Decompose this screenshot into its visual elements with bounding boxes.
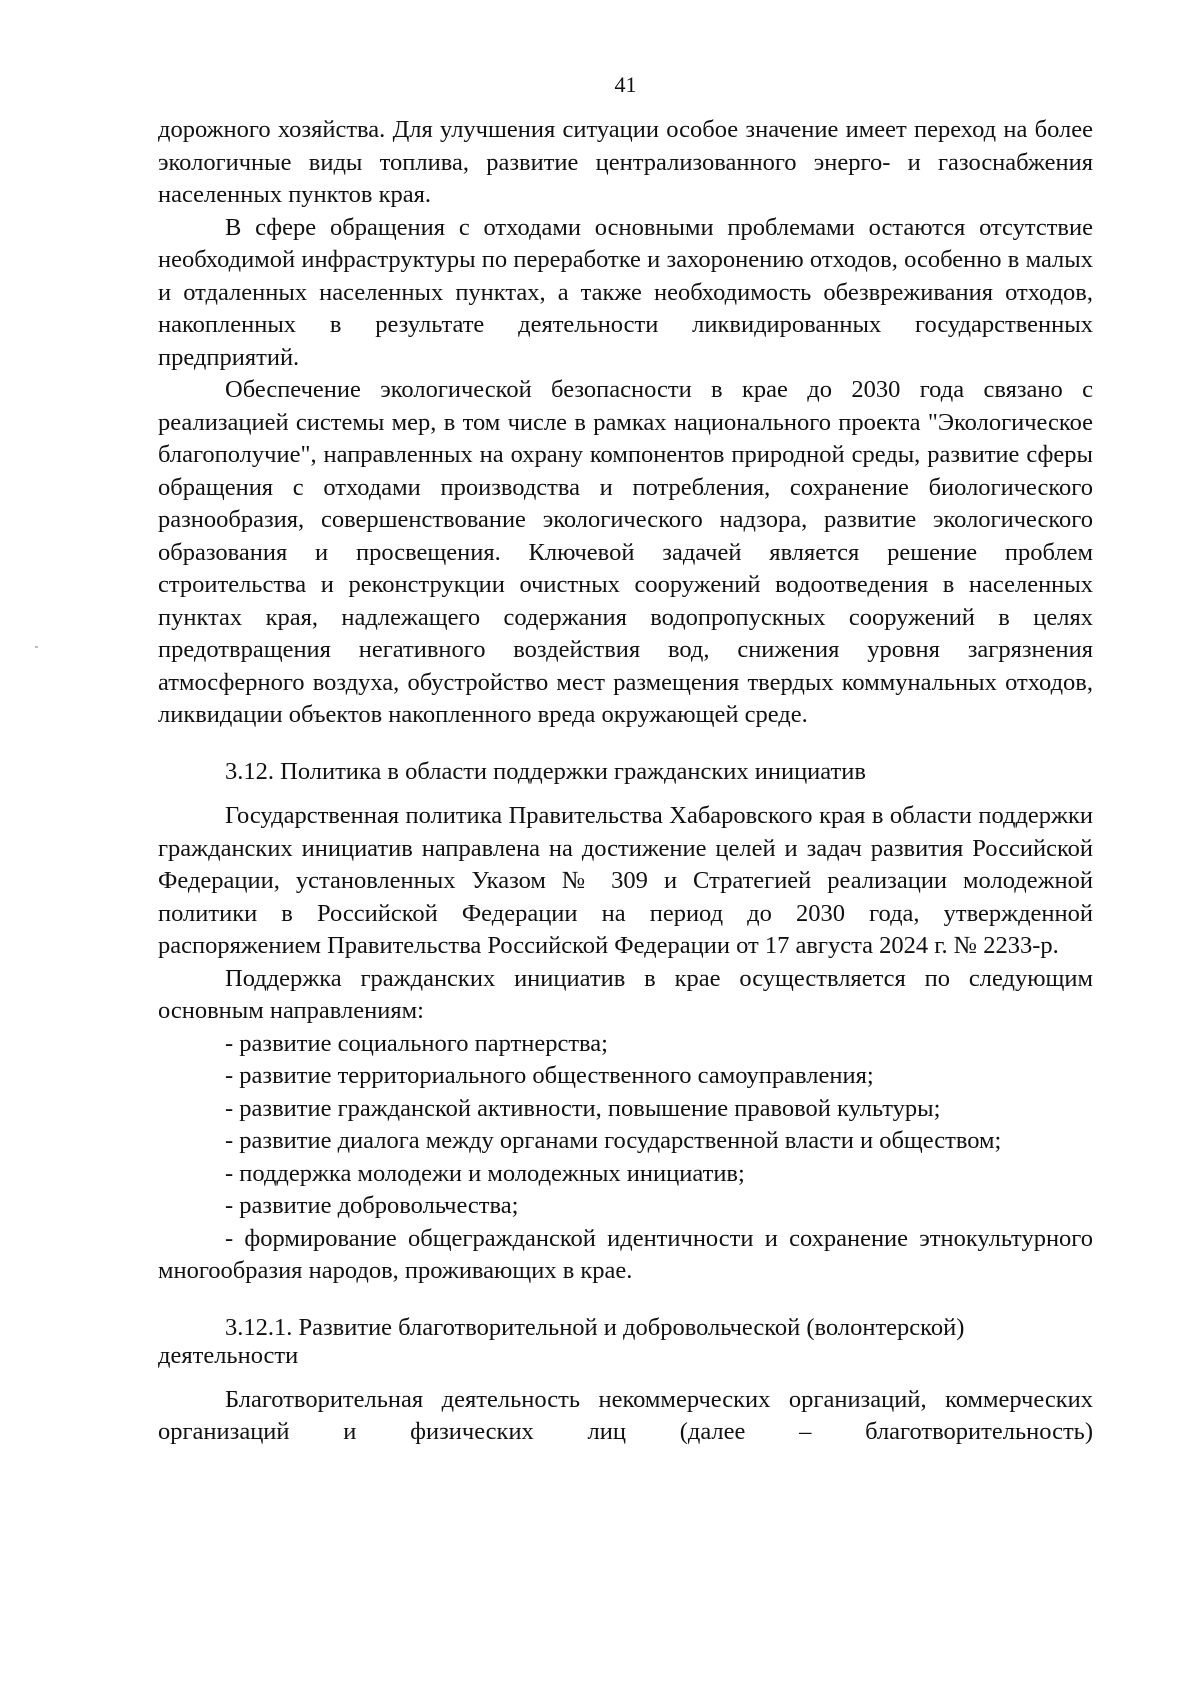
list-item: - развитие территориального общественного самоуправления; xyxy=(225,1062,874,1089)
list-item: - развитие гражданской активности, повышение правовой культуры; xyxy=(225,1094,941,1122)
list-item: - формирование общегражданской идентичности и сохранение этнокультурного многообразия народов, проживающих в крае. xyxy=(158,1224,1093,1284)
paragraph-road-economy: дорожного хозяйства. Для улучшения ситуации особое значение имеет переход на более экологичные виды топлива, развитие централизованного энерго- и газоснабжения населенных пунктов края. xyxy=(158,116,1093,208)
page-number: 41 xyxy=(614,72,637,97)
paragraph-support-directions: Поддержка гражданских инициатив в крае осуществляется по следующим основным направлениям: xyxy=(158,964,1093,1024)
scan-speck xyxy=(35,646,38,648)
paragraph-state-policy: Государственная политика Правительства Хабаровского края в области поддержки гражданских инициатив направлена на достижение целей и задач развития Российской Федерации, установленных Указом № 309 и Стратегией реализации молодежной политики в Российской Федерации на период до 2030 года, утвержденной распоряжением Правительства Российской Федерации от 17 августа 2024 г. № 2233-р. xyxy=(158,802,1093,959)
section-heading-3-12: 3.12. Политика в области поддержки гражданских инициатив xyxy=(225,757,866,785)
paragraph-waste-problems: В сфере обращения с отходами основными проблемами остаются отсутствие необходимой инфраструктуры по переработке и захоронению отходов, особенно в малых и отдаленных населенных пунктах, а также необходимость обезвреживания отходов, накопленных в результате деятельности ликвидированных государственных предприятий. xyxy=(158,213,1093,371)
paragraph-ecological-safety: Обеспечение экологической безопасности в крае до 2030 года связано с реализацией системы мер, в том числе в рамках национального проекта "Экологическое благополучие", направленных на охрану компонентов природной среды, развитие сферы обращения с отходами производства и потребления, сохранение биологического разнообразия, совершенствование экологического надзора, развитие экологического образования и просвещения. Ключевой задачей является решение проблем строительства и реконструкции очистных сооружений водоотведения в населенных пунктах края, надлежащего содержания водопропускных сооружений в целях предотвращения негативного воздействия вод, снижения уровня загрязнения атмосферного воздуха, обустройство мест размещения твердых коммунальных отходов, ликвидации объектов накопленного вреда окружающей среде. xyxy=(158,376,1093,728)
directions-list xyxy=(158,1028,1093,1288)
section-heading-3-12-1: 3.12.1. Развитие благотворительной и добровольческой (волонтерской) деятельности xyxy=(158,1313,965,1369)
list-item: - развитие диалога между органами государственной власти и обществом; xyxy=(225,1127,1002,1154)
document-page xyxy=(158,70,1093,1449)
list-item: - развитие социального партнерства; xyxy=(225,1029,608,1057)
paragraph-charity: Благотворительная деятельность некоммерческих организаций, коммерческих организаций и физических лиц (далее – благотворительность) xyxy=(158,1385,1093,1445)
list-item: - поддержка молодежи и молодежных инициатив; xyxy=(225,1159,745,1187)
list-item: - развитие добровольчества; xyxy=(225,1192,519,1219)
